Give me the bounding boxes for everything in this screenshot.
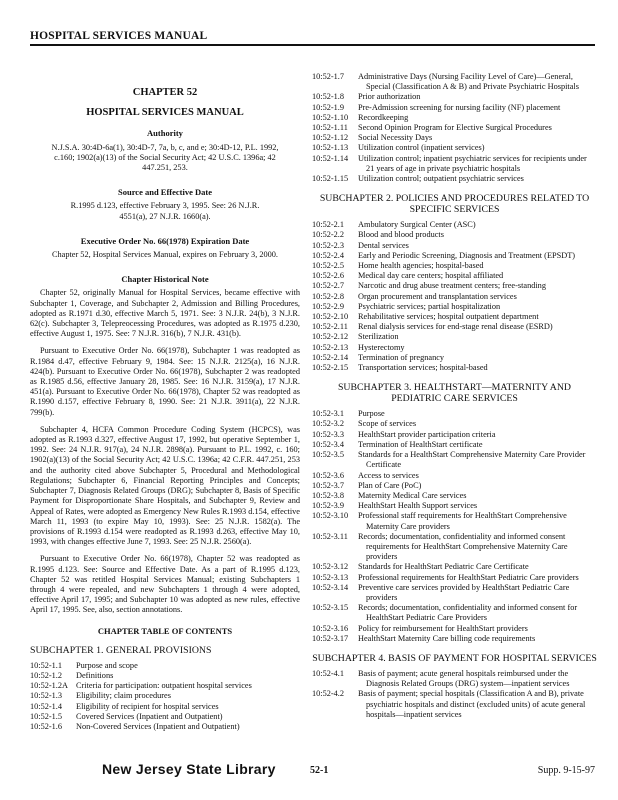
section-number: 10:52-2.5: [312, 261, 345, 271]
section-number: 10:52-1.7: [312, 72, 345, 81]
library-stamp: New Jersey State Library: [102, 761, 276, 777]
section-title: Policy for reimbursement for HealthStart providers: [358, 623, 528, 633]
toc-heading: CHAPTER TABLE OF CONTENTS: [97, 625, 233, 636]
section-number: 10:52-3.6: [312, 470, 345, 480]
section-number: 10:52-2.3: [312, 240, 345, 250]
section-title: Purpose and scope: [76, 660, 138, 670]
section-number: 10:52-1.3: [30, 691, 63, 701]
section-title: Narcotic and drug abuse treatment centers; free-standing: [358, 281, 546, 291]
section-title: Recordkeeping: [358, 112, 409, 122]
section-number: 10:52-1.12: [312, 133, 349, 143]
historical-note-heading: Chapter Historical Note: [121, 274, 209, 285]
section-number: 10:52-1.1: [30, 660, 63, 670]
section-title: Transportation services; hospital-based: [358, 363, 488, 373]
section-number: 10:52-3.17: [312, 633, 349, 643]
section-title: Definitions: [76, 670, 114, 680]
historical-note-paragraph: Subchapter 4, HCFA Common Procedure Coding System (HCPCS), was adopted as R.1993 d.327, effective August 17, 1992, but operative September 1, 1992. See: 24 N.J.R. 917(a), 24 N.J.R. 2898(a). Pursuant to P.L. 1992, c. 160; 1902(a)(13) of the Social Security Act; 42 U.S.C. 1396a; 42 C.F.R. 447.251, 253 and the authority cited above Subchapter 5, Procedural and Methodological Regulations; Subchapter 6, Financial Reporting Principles and Concepts; Subchapter 7, Diagnosis Related Groups (DRG); Subchapter 8, Basis of Specific Payment for Disproportionate Share Hospitals, and Subchapter 9, Review and Appeal of Rates, were adopted as Emergency New Rules R.1993 d.154, effective March 11, 1993 (to expire May 10, 1993). See: 25 N.J.R. 1582(a). The provisions of R.1993 d.154 were readopted as R.1993 d.263, effective May 10, 1993, with changes effective June 7, 1993. See: 25 N.J.R. 2560(a).: [30, 424, 300, 547]
section-number: 10:52-2.7: [312, 281, 345, 291]
section-number: 10:52-3.15: [312, 603, 349, 613]
section-number: 10:52-2.12: [312, 332, 349, 342]
section-number: 10:52-3.12: [312, 562, 349, 572]
section-number: 10:52-3.13: [312, 572, 349, 582]
section-title: Maternity Medical Care services: [358, 490, 467, 500]
section-number: 10:52-1.8: [312, 92, 345, 102]
section-number: 10:52-1.2A: [30, 681, 69, 691]
section-number: 10:52-3.14: [312, 582, 349, 592]
section-number: 10:52-3.7: [312, 480, 345, 490]
section-title: Plan of Care (PoC): [358, 480, 422, 490]
section-title: Scope of services: [358, 419, 417, 429]
section-title: Preventive care services provided by HealthStart Pediatric Care providers: [358, 582, 570, 602]
source-text: R.1995 d.123, effective February 3, 1995. See: 26 N.J.R. 4551(a), 27 N.J.R. 1660(a).: [70, 201, 260, 221]
authority-text: N.J.S.A. 30:4D-6a(1), 30:4D-7, 7a, b, c, and e; 30:4D-12, P.L. 1992, c.160; 1902(a)(13) of the Social Security Act; 42 U.S.C. 1396a; 42 447.251, 253.: [51, 142, 279, 173]
historical-note-paragraph: Pursuant to Executive Order No. 66(1978), Subchapter 1 was readopted as R.1984 d.47, effective February 9, 1984. See: 15 N.J.R. 2125(a), 16 N.J.R. 424(b). Pursuant to Executive Order No. 66(1978), Subchapter 2 was readopted as R.1985 d.56, effective January 28, 1985. See: 16 N.J.R. 3159(a), 17 N.J.R. 451(a). Pursuant to Executive Order No. 66(1978), Chapter 52 was readopted as R.1990 d.157, effective February 8, 1990. See: 21 N.J.R. 3911(a), 22 N.J.R. 799(b).: [30, 346, 300, 417]
subchapter-4-heading: SUBCHAPTER 4. BASIS OF PAYMENT FOR HOSPITAL SERVICES: [312, 652, 597, 664]
section-number: 10:52-1.2: [30, 670, 63, 680]
section-number: 10:52-1.5: [30, 711, 63, 721]
section-title: Organ procurement and transplantation services: [358, 291, 517, 301]
historical-note-paragraph: Pursuant to Executive Order No. 66(1978), Chapter 52 was readopted as R.1995 d.123. See: Source and Effective Date. As a part of R.1995 d.123, Chapter 52 was retitled Hospital Services Manual; existing Subchapters 1 through 4 were repealed, and new Subchapters 1 through 4 were adopted, effective April 17, 1995; and Subchapter 10 was adopted as new rules, effective April 17, 1995. See, also, section annotations.: [30, 554, 300, 615]
section-title: Renal dialysis services for end-stage renal disease (ESRD): [358, 322, 553, 332]
section-title: Eligibility of recipient for hospital services: [76, 701, 219, 711]
section-title: Professional requirements for HealthStart Pediatric Care providers: [358, 572, 579, 582]
section-title: Psychiatric services; partial hospitalization: [358, 301, 501, 311]
section-number: 10:52-2.2: [312, 230, 345, 240]
section-title: Termination of HealthStart certificate: [358, 439, 483, 449]
supplement-date: Supp. 9-15-97: [537, 765, 595, 776]
section-title: Medical day care centers; hospital affiliated: [358, 271, 504, 281]
section-number: 10:52-3.9: [312, 501, 345, 511]
running-head: HOSPITAL SERVICES MANUAL: [30, 30, 595, 46]
section-number: 10:52-3.11: [312, 531, 348, 541]
section-title: Records; documentation, confidentiality and informed consent for HealthStart Pediatric Care Providers: [358, 603, 578, 623]
left-column: [30, 72, 300, 732]
section-number: 10:52-1.10: [312, 112, 349, 122]
section-title: Standards for a HealthStart Comprehensive Maternity Care Provider Certificate: [358, 450, 586, 470]
section-number: 10:52-3.10: [312, 511, 349, 521]
section-title: Administrative Days (Nursing Facility Level of Care)—General, Special (Classification A & B) and Private Psychiatric Hospitals: [358, 72, 579, 92]
section-number: 10:52-3.16: [312, 623, 349, 633]
section-title: Access to services: [358, 470, 419, 480]
section-number: 10:52-1.13: [312, 143, 349, 153]
section-title: Non-Covered Services (Inpatient and Outpatient): [76, 721, 240, 731]
section-number: 10:52-3.2: [312, 419, 345, 429]
section-number: 10:52-2.13: [312, 342, 349, 352]
section-number: 10:52-1.15: [312, 174, 349, 184]
subchapter-1-heading: SUBCHAPTER 1. GENERAL PROVISIONS: [30, 644, 212, 656]
manual-title: HOSPITAL SERVICES MANUAL: [86, 107, 244, 119]
section-number: 10:52-2.10: [312, 312, 349, 322]
section-title: Eligibility; claim procedures: [76, 691, 171, 701]
subchapter-4-list: [312, 669, 597, 720]
section-number: 10:52-2.14: [312, 352, 349, 362]
section-title: Social Necessity Days: [358, 133, 433, 143]
section-number: 10:52-2.11: [312, 322, 348, 332]
right-column: [312, 72, 597, 720]
section-title: Dental services: [358, 240, 409, 250]
section-title: Criteria for participation: outpatient hospital services: [76, 681, 252, 691]
section-number: 10:52-2.8: [312, 291, 345, 301]
section-title: Utilization control; outpatient psychiatric services: [358, 174, 524, 184]
section-title: Ambulatory Surgical Center (ASC): [358, 220, 476, 230]
section-number: 10:52-1.9: [312, 102, 345, 112]
section-title: Basis of payment; special hospitals (Classification A and B), private psychiatric hospitals and distinct (excluded units) of acute general hospitals—inpatient services: [358, 689, 586, 719]
exec-order-text: Chapter 52, Hospital Services Manual, expires on February 3, 2000.: [51, 250, 279, 260]
chapter-number: CHAPTER 52: [132, 87, 198, 98]
section-number: 10:52-3.3: [312, 429, 345, 439]
section-title: HealthStart Maternity Care billing code requirements: [358, 633, 536, 643]
section-number: 10:52-2.15: [312, 363, 349, 373]
subchapter-1-list: [30, 661, 300, 732]
subchapter-2-heading: SUBCHAPTER 2. POLICIES AND PROCEDURES RELATED TO SPECIFIC SERVICES: [319, 193, 590, 216]
section-title: Utilization control; inpatient psychiatric services for recipients under 21 years of age in private psychiatric hospitals: [358, 153, 587, 173]
section-number: 10:52-1.11: [312, 123, 348, 133]
section-number: 10:52-1.4: [30, 701, 63, 711]
section-number: 10:52-2.4: [312, 250, 345, 260]
section-title: Prior authorization: [358, 92, 421, 102]
section-number: 10:52-4.2: [312, 689, 345, 699]
section-title: Sterilization: [358, 332, 399, 342]
section-title: Termination of pregnancy: [358, 352, 445, 362]
section-title: Standards for HealthStart Pediatric Care Certificate: [358, 562, 529, 572]
section-title: Covered Services (Inpatient and Outpatient): [76, 711, 223, 721]
section-title: HealthStart provider participation criteria: [358, 429, 496, 439]
page-number: 52-1: [310, 765, 329, 776]
section-title: Hysterectomy: [358, 342, 405, 352]
section-number: 10:52-1.14: [312, 153, 349, 163]
section-title: Pre-Admission screening for nursing facility (NF) placement: [358, 102, 561, 112]
authority-heading: Authority: [147, 128, 183, 139]
section-title: Rehabilitative services; hospital outpatient department: [358, 312, 539, 322]
section-title: Blood and blood products: [358, 230, 444, 240]
section-title: Utilization control (inpatient services): [358, 143, 485, 153]
section-number: 10:52-2.9: [312, 301, 345, 311]
section-number: 10:52-2.6: [312, 271, 345, 281]
section-number: 10:52-3.4: [312, 439, 345, 449]
subchapter-2-list: [312, 220, 597, 373]
section-number: 10:52-3.8: [312, 490, 345, 500]
section-number: 10:52-3.1: [312, 409, 345, 419]
subchapter-3-list: [312, 409, 597, 644]
source-heading: Source and Effective Date: [117, 187, 213, 198]
section-title: Second Opinion Program for Elective Surgical Procedures: [358, 123, 552, 133]
section-title: Early and Periodic Screening, Diagnosis and Treatment (EPSDT): [358, 250, 576, 260]
section-number: 10:52-2.1: [312, 220, 345, 230]
subchapter-1-continued-list: [312, 72, 597, 184]
section-title: Professional staff requirements for HealthStart Comprehensive Maternity Care providers: [358, 511, 567, 531]
section-title: Basis of payment; acute general hospitals reimbursed under the Diagnosis Related Groups (DRG) system—inpatient services: [358, 668, 570, 689]
exec-order-heading: Executive Order No. 66(1978) Expiration Date: [80, 235, 250, 246]
section-title: Purpose: [358, 409, 385, 419]
section-number: 10:52-3.5: [312, 450, 345, 460]
historical-note-paragraph: Chapter 52, originally Manual for Hospital Services, became effective with Subchapter 1, Coverage, and Subchapter 2, Admission and Billing Procedures, adopted as R.1971 d.30, effective March 5, 1971. See: 3 N.J.R. 24(b), 3 N.J.R. 62(c). Subchapter 3, Telepreocessing Procedures, was adopted as R.1975 d.230, effective August 1, 1975. See: 7 N.J.R. 316(b), 7 N.J.R. 431(b).: [30, 288, 300, 339]
section-title: Home health agencies; hospital-based: [358, 261, 484, 271]
section-number: 10:52-1.6: [30, 721, 63, 731]
section-title: HealthStart Health Support services: [358, 501, 478, 511]
section-number: 10:52-4.1: [312, 668, 345, 678]
page-footer: [30, 763, 595, 783]
subchapter-3-heading: SUBCHAPTER 3. HEALTHSTART—MATERNITY AND PEDIATRIC CARE SERVICES: [337, 382, 572, 405]
section-title: Records; documentation, confidentiality and informed consent requirements for HealthStart Comprehensive Maternity Care providers: [358, 531, 568, 562]
